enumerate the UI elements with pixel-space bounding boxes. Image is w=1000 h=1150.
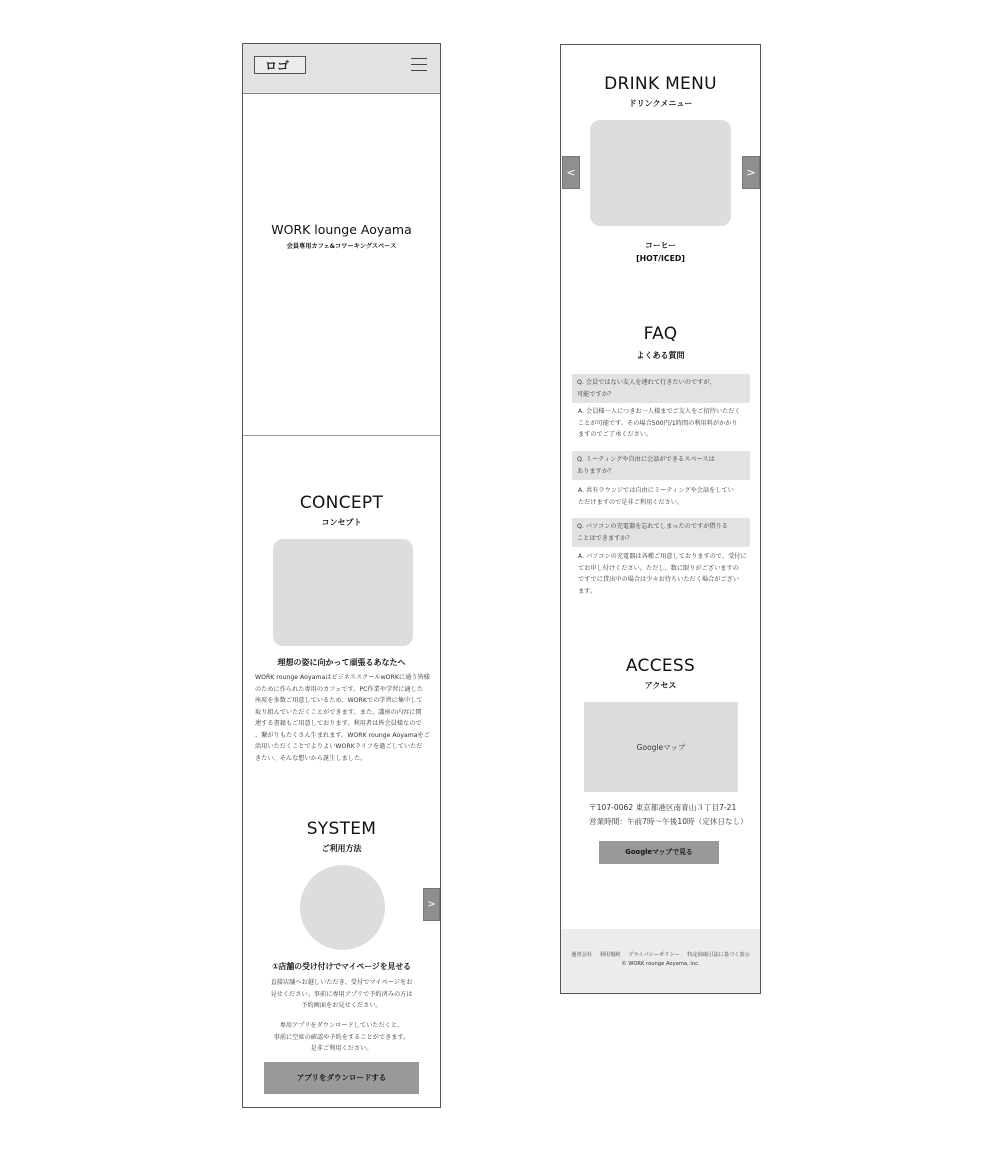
access-address: 〒107-0062 東京都港区南青山３丁目7-21 [589, 803, 737, 812]
google-map-button[interactable]: Googleマップで見る [599, 841, 719, 864]
concept-body: WORK rounge AoyamaはビジネススクールwORKに通う皆様 のために作られた専用のカフェです。PC作業や学習に適した 座席を多数ご用意しているため、WORKでの学習に集中して 取り組んでいただくことができます。また、講座の内容に関 連する書籍もご用意しております。利用者は皆会員様なので 、繋がりもたくさん生まれます。WORK rounge Aoyamaをご 活用いただくことでよりよいWORKライフを過ごしていただ きたい、そんな想いから誕生しました。 [255, 674, 430, 762]
system-step-image [300, 865, 385, 950]
site-header [243, 44, 440, 94]
concept-heading: 理想の姿に向かって頑張るあなたへ [277, 658, 406, 667]
drink-item-name: コーヒー [645, 241, 676, 250]
drink-title: DRINK MENU [604, 74, 717, 94]
hero-title: WORK lounge Aoyama [271, 222, 412, 237]
access-subtitle: アクセス [644, 681, 677, 690]
drink-subtitle: ドリンクメニュー [628, 99, 693, 108]
faq-question[interactable]: Q. 会員ではない友人を連れて行きたいのですが、 可能ですか？ [572, 374, 750, 403]
faq-answer: A. 共有ラウンジでは自由にミーティングや会話をしてい ただけますので是非ご利用ください。 [578, 487, 734, 506]
faq-question[interactable]: Q. パソコンの充電器を忘れてしまったのですが借りる ことはできますか？ [572, 518, 750, 547]
system-step-title: ①店舗の受け付けでマイページを見せる [272, 962, 411, 971]
google-map[interactable] [584, 702, 738, 792]
drink-next-button[interactable]: > [742, 156, 760, 189]
system-title: SYSTEM [306, 819, 377, 839]
drink-image [590, 120, 731, 226]
app-download-button[interactable]: アプリをダウンロードする [264, 1062, 419, 1094]
copyright: © WORK rounge Aoyama, inc. [621, 961, 700, 967]
system-note: 専用アプリをダウンロードしていただくと、 事前に空席の確認や予約をすることができます。 是非ご利用ください。 [273, 1022, 410, 1052]
footer-link[interactable]: 特定商取引法に基づく表示 [687, 952, 750, 958]
system-step-body: 直接店舗へお越しいただき、受付でマイページをお 見せください。事前に専用アプリで予約済みの方は 予約画面をお見せください。 [270, 979, 413, 1009]
footer-link[interactable]: プライバシーポリシー [628, 952, 680, 958]
system-subtitle: ご利用方法 [321, 844, 362, 853]
footer-links [561, 951, 760, 958]
drink-item-variant: [HOT/ICED] [636, 254, 685, 263]
concept-subtitle: コンセプト [321, 518, 362, 527]
system-next-button[interactable]: > [423, 888, 440, 921]
faq-title: FAQ [643, 324, 678, 344]
mobile-screen-bottom [560, 44, 761, 994]
footer-link[interactable]: 利用規約 [599, 952, 621, 958]
concept-title: CONCEPT [299, 493, 384, 513]
faq-subtitle: よくある質問 [636, 351, 685, 360]
faq-answer: A. 会員様一人につきお一人様までご友人をご招待いただく ことが可能です。その場合500円/1時間の利用料がかかり ますのでご了承ください。 [578, 408, 741, 438]
hero-subtitle: 会員専用カフェ&コワーキングスペース [286, 243, 397, 250]
hamburger-menu-icon[interactable] [411, 58, 427, 72]
footer-link[interactable]: 運営会社 [571, 952, 593, 958]
access-hours: 営業時間：午前7時〜午後10時（定休日なし） [589, 817, 748, 826]
faq-answer: A. パソコンの充電器は各種ご用意しておりますので、受付に てお申し付けください。ただし、数に限りがございますの ですでに貸出中の場合は少々お待ちいただく場合がござい ます。 [578, 553, 747, 595]
logo[interactable]: ロゴ [254, 56, 306, 74]
faq-question[interactable]: Q. ミーティングや自由に会話ができるスペースは ありますか？ [572, 451, 750, 480]
mobile-screen-top [242, 43, 441, 1108]
access-title: ACCESS [625, 656, 696, 676]
concept-image [273, 539, 413, 646]
drink-prev-button[interactable]: < [562, 156, 580, 189]
site-footer [561, 929, 760, 993]
section-divider [243, 435, 440, 436]
map-label: Googleマップ [636, 743, 686, 752]
